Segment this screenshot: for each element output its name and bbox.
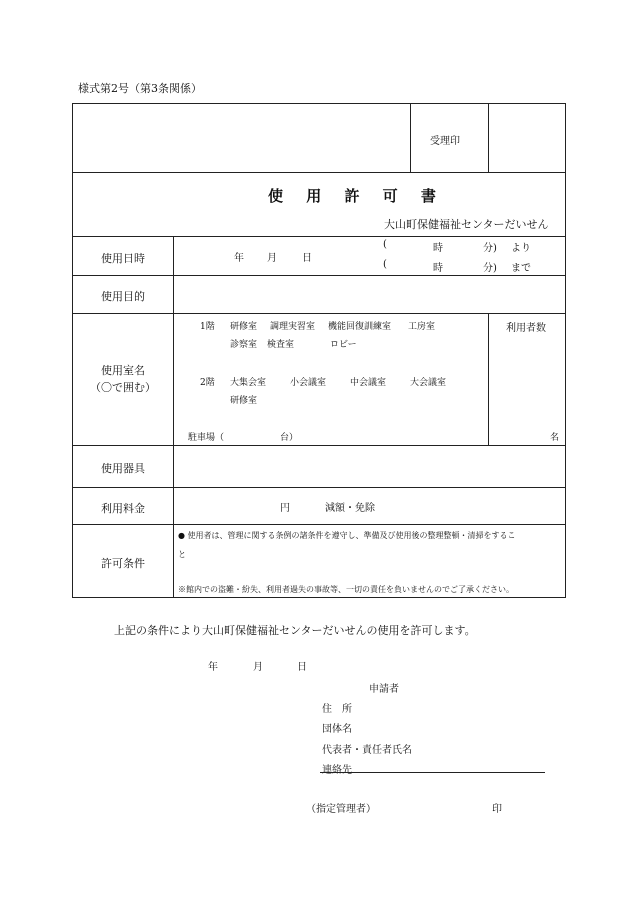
conditions-text: と [178,550,186,559]
issue-month: 月 [253,662,263,673]
users-unit: 名 [550,433,560,443]
issuer-name: 大山町保健福祉センターだいせん [384,218,549,231]
end-hour: 時 [433,263,443,274]
room-label-note: （〇で囲む） [90,381,156,394]
applicant-heading: 申請者 [369,684,399,695]
room-label: 使用室名 [101,364,145,377]
conditions-label: 許可条件 [101,557,145,570]
end-suffix: まで [511,263,531,274]
end-open: ( [383,259,387,270]
row-divider [72,524,566,525]
purpose-label: 使用目的 [101,290,145,303]
applicant-group: 団体名 [322,724,352,735]
room-option: 研修室 [230,322,258,332]
row-divider [72,445,566,446]
stamp-divider [410,103,411,172]
room-option: 大会議室 [410,378,447,388]
contact-underline [320,772,545,773]
permission-statement: 上記の条件により大山町保健福祉センターだいせんの使用を許可します。 [114,624,476,637]
applicant-representative: 代表者・責任者氏名 [322,745,412,756]
room-option: 大集会室 [230,378,267,388]
date-label: 使用日時 [101,252,145,265]
equipment-label: 使用器具 [101,462,145,475]
start-suffix: より [511,243,531,254]
parking-unit: 台） [280,433,299,443]
room-option: 工房室 [408,322,436,332]
date-day: 日 [302,253,312,264]
room-option: 小会議室 [290,378,327,388]
parking-label: 駐車場（ [188,433,225,443]
fee-yen: 円 [280,503,290,514]
label-column-divider [173,236,174,598]
fee-discount: 減額・免除 [325,503,375,514]
conditions-text: ● 使用者は、管理に関する条例の諸条件を遵守し、準備及び使用後の整理整頓・清掃をするこ [178,531,516,540]
floor1-label: 1階 [200,322,215,332]
end-minute: 分) [483,263,497,274]
issue-year: 年 [208,662,218,673]
seal-mark: 印 [492,804,502,815]
room-option: 調理実習室 [270,322,316,332]
date-month: 月 [267,253,277,264]
start-open: ( [383,239,387,250]
form-reference: 様式第2号（第3条関係） [78,82,202,95]
users-column-divider [488,313,489,445]
document-title: 使 用 許 可 書 [268,187,445,205]
start-minute: 分) [483,243,497,254]
row-divider [72,313,566,314]
applicant-address: 住 所 [322,704,352,715]
start-hour: 時 [433,243,443,254]
fee-label: 利用料金 [101,502,145,515]
floor2-label: 2階 [200,378,215,388]
date-year: 年 [234,253,244,264]
row-divider [72,172,566,173]
room-option: 中会議室 [350,378,387,388]
room-option: 診察室 [230,340,258,350]
users-label: 利用者数 [506,323,546,334]
stamp-label: 受理印 [430,136,460,147]
applicant-contact: 連絡先 [322,765,352,776]
conditions-note: ※館内での盗難・紛失、利用者過失の事故等、一切の責任を負いませんのでご了承ください。 [178,585,514,594]
row-divider [72,236,566,237]
row-divider [72,275,566,276]
room-option: 機能回復訓練室 [328,322,392,332]
stamp-divider [488,103,489,172]
row-divider [72,487,566,488]
room-option: ロビー [330,340,357,350]
room-option: 検査室 [267,340,295,350]
room-option: 研修室 [230,396,258,406]
issue-day: 日 [297,662,307,673]
manager-label: （指定管理者） [306,804,376,815]
